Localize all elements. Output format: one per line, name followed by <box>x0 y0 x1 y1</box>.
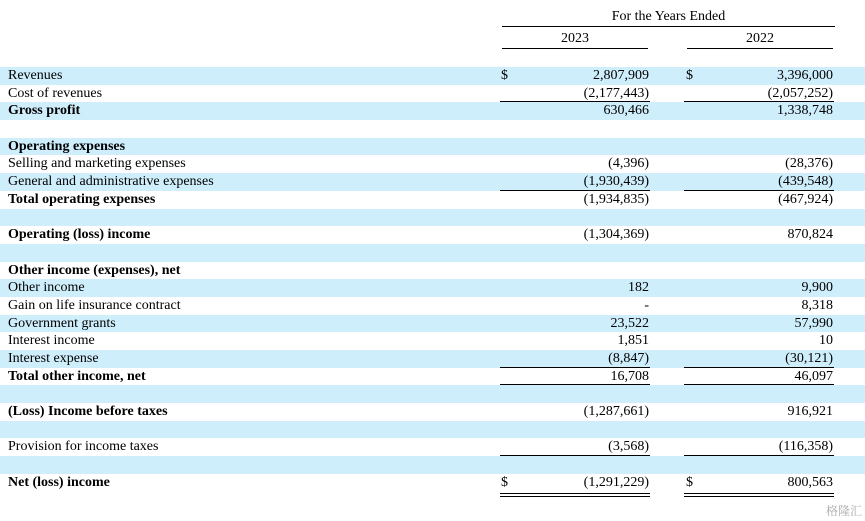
value-2022: 916,921 <box>787 404 833 420</box>
table-row <box>0 315 865 333</box>
value-2022: 1,338,748 <box>777 103 833 119</box>
statement-header <box>0 0 865 60</box>
value-2023: (1,291,229) <box>583 474 649 490</box>
table-row <box>0 155 865 173</box>
income-statement-table <box>0 67 865 492</box>
row-label: Interest income <box>8 333 95 349</box>
row-label: Government grants <box>8 315 116 331</box>
year-2022-header: 2022 <box>746 31 774 46</box>
row-label: Cost of revenues <box>8 85 103 101</box>
row-label: Revenues <box>8 68 63 83</box>
row-label: Other income (expenses), net <box>8 262 181 278</box>
spacer-row <box>0 120 865 138</box>
currency-symbol-2022: $ <box>686 474 693 490</box>
value-2023: 2,807,909 <box>593 68 649 83</box>
row-label: Net (loss) income <box>8 474 110 490</box>
value-2023: (1,304,369) <box>583 227 649 243</box>
table-row <box>0 85 865 103</box>
row-label: Total operating expenses <box>8 191 156 207</box>
row-label: Other income <box>8 280 85 296</box>
table-row <box>0 173 865 191</box>
currency-symbol-2023: $ <box>501 68 508 83</box>
table-row <box>0 350 865 368</box>
table-row <box>0 474 865 492</box>
value-2023: (8,847) <box>608 351 649 366</box>
value-2023: 182 <box>628 280 649 296</box>
year-2023-header: 2023 <box>561 31 589 46</box>
value-2023: (3,568) <box>608 439 649 455</box>
value-2023: 1,851 <box>617 333 649 349</box>
row-label: (Loss) Income before taxes <box>8 404 168 420</box>
value-2023: - <box>644 297 649 313</box>
period-rule <box>502 26 835 27</box>
table-row <box>0 403 865 421</box>
value-2022: 46,097 <box>794 368 833 384</box>
row-label: Gain on life insurance contract <box>8 297 181 313</box>
value-2023: (1,930,439) <box>583 174 649 190</box>
table-row <box>0 438 865 456</box>
table-row <box>0 226 865 244</box>
table-row <box>0 297 865 315</box>
row-label: Interest expense <box>8 351 99 366</box>
spacer-row <box>0 209 865 227</box>
value-2022: (2,057,252) <box>767 85 833 101</box>
value-2023: 16,708 <box>610 368 649 384</box>
value-2022: (30,121) <box>785 351 833 366</box>
value-2023: (1,287,661) <box>583 404 649 420</box>
total-double-rule <box>500 493 650 497</box>
value-2023: 23,522 <box>610 315 649 331</box>
total-double-rule <box>684 493 834 497</box>
table-row <box>0 262 865 280</box>
value-2023: 630,466 <box>603 103 649 119</box>
year-2022-rule <box>687 48 833 49</box>
value-2022: 8,318 <box>801 297 833 313</box>
value-2023: (2,177,443) <box>583 85 649 101</box>
value-2022: 10 <box>819 333 833 349</box>
spacer-row <box>0 385 865 403</box>
value-2022: 57,990 <box>794 315 833 331</box>
spacer-row <box>0 456 865 474</box>
table-row <box>0 102 865 120</box>
value-2022: (467,924) <box>778 191 833 207</box>
table-row <box>0 332 865 350</box>
value-2022: 3,396,000 <box>777 68 833 83</box>
table-row <box>0 191 865 209</box>
row-label: Provision for income taxes <box>8 439 159 455</box>
row-label: Operating expenses <box>8 138 126 154</box>
table-row <box>0 368 865 386</box>
watermark-logo: 格隆汇 <box>825 504 862 518</box>
currency-symbol-2022: $ <box>686 68 693 83</box>
value-2022: (116,358) <box>778 439 833 455</box>
value-2022: 9,900 <box>801 280 833 296</box>
period-title: For the Years Ended <box>611 9 726 24</box>
value-2023: (1,934,835) <box>583 191 649 207</box>
table-row <box>0 279 865 297</box>
currency-symbol-2023: $ <box>501 474 508 490</box>
row-label: General and administrative expenses <box>8 174 214 190</box>
year-2023-rule <box>502 48 648 49</box>
spacer-row <box>0 421 865 439</box>
table-row <box>0 67 865 85</box>
value-2022: 870,824 <box>787 227 833 243</box>
spacer-row <box>0 244 865 262</box>
row-label: Operating (loss) income <box>8 227 151 243</box>
value-2022: 800,563 <box>787 474 833 490</box>
value-2023: (4,396) <box>608 156 649 172</box>
value-2022: (439,548) <box>778 174 833 190</box>
table-row <box>0 138 865 156</box>
row-label: Selling and marketing expenses <box>8 156 186 172</box>
row-label: Total other income, net <box>8 368 146 384</box>
value-2022: (28,376) <box>785 156 833 172</box>
row-label: Gross profit <box>8 103 81 119</box>
